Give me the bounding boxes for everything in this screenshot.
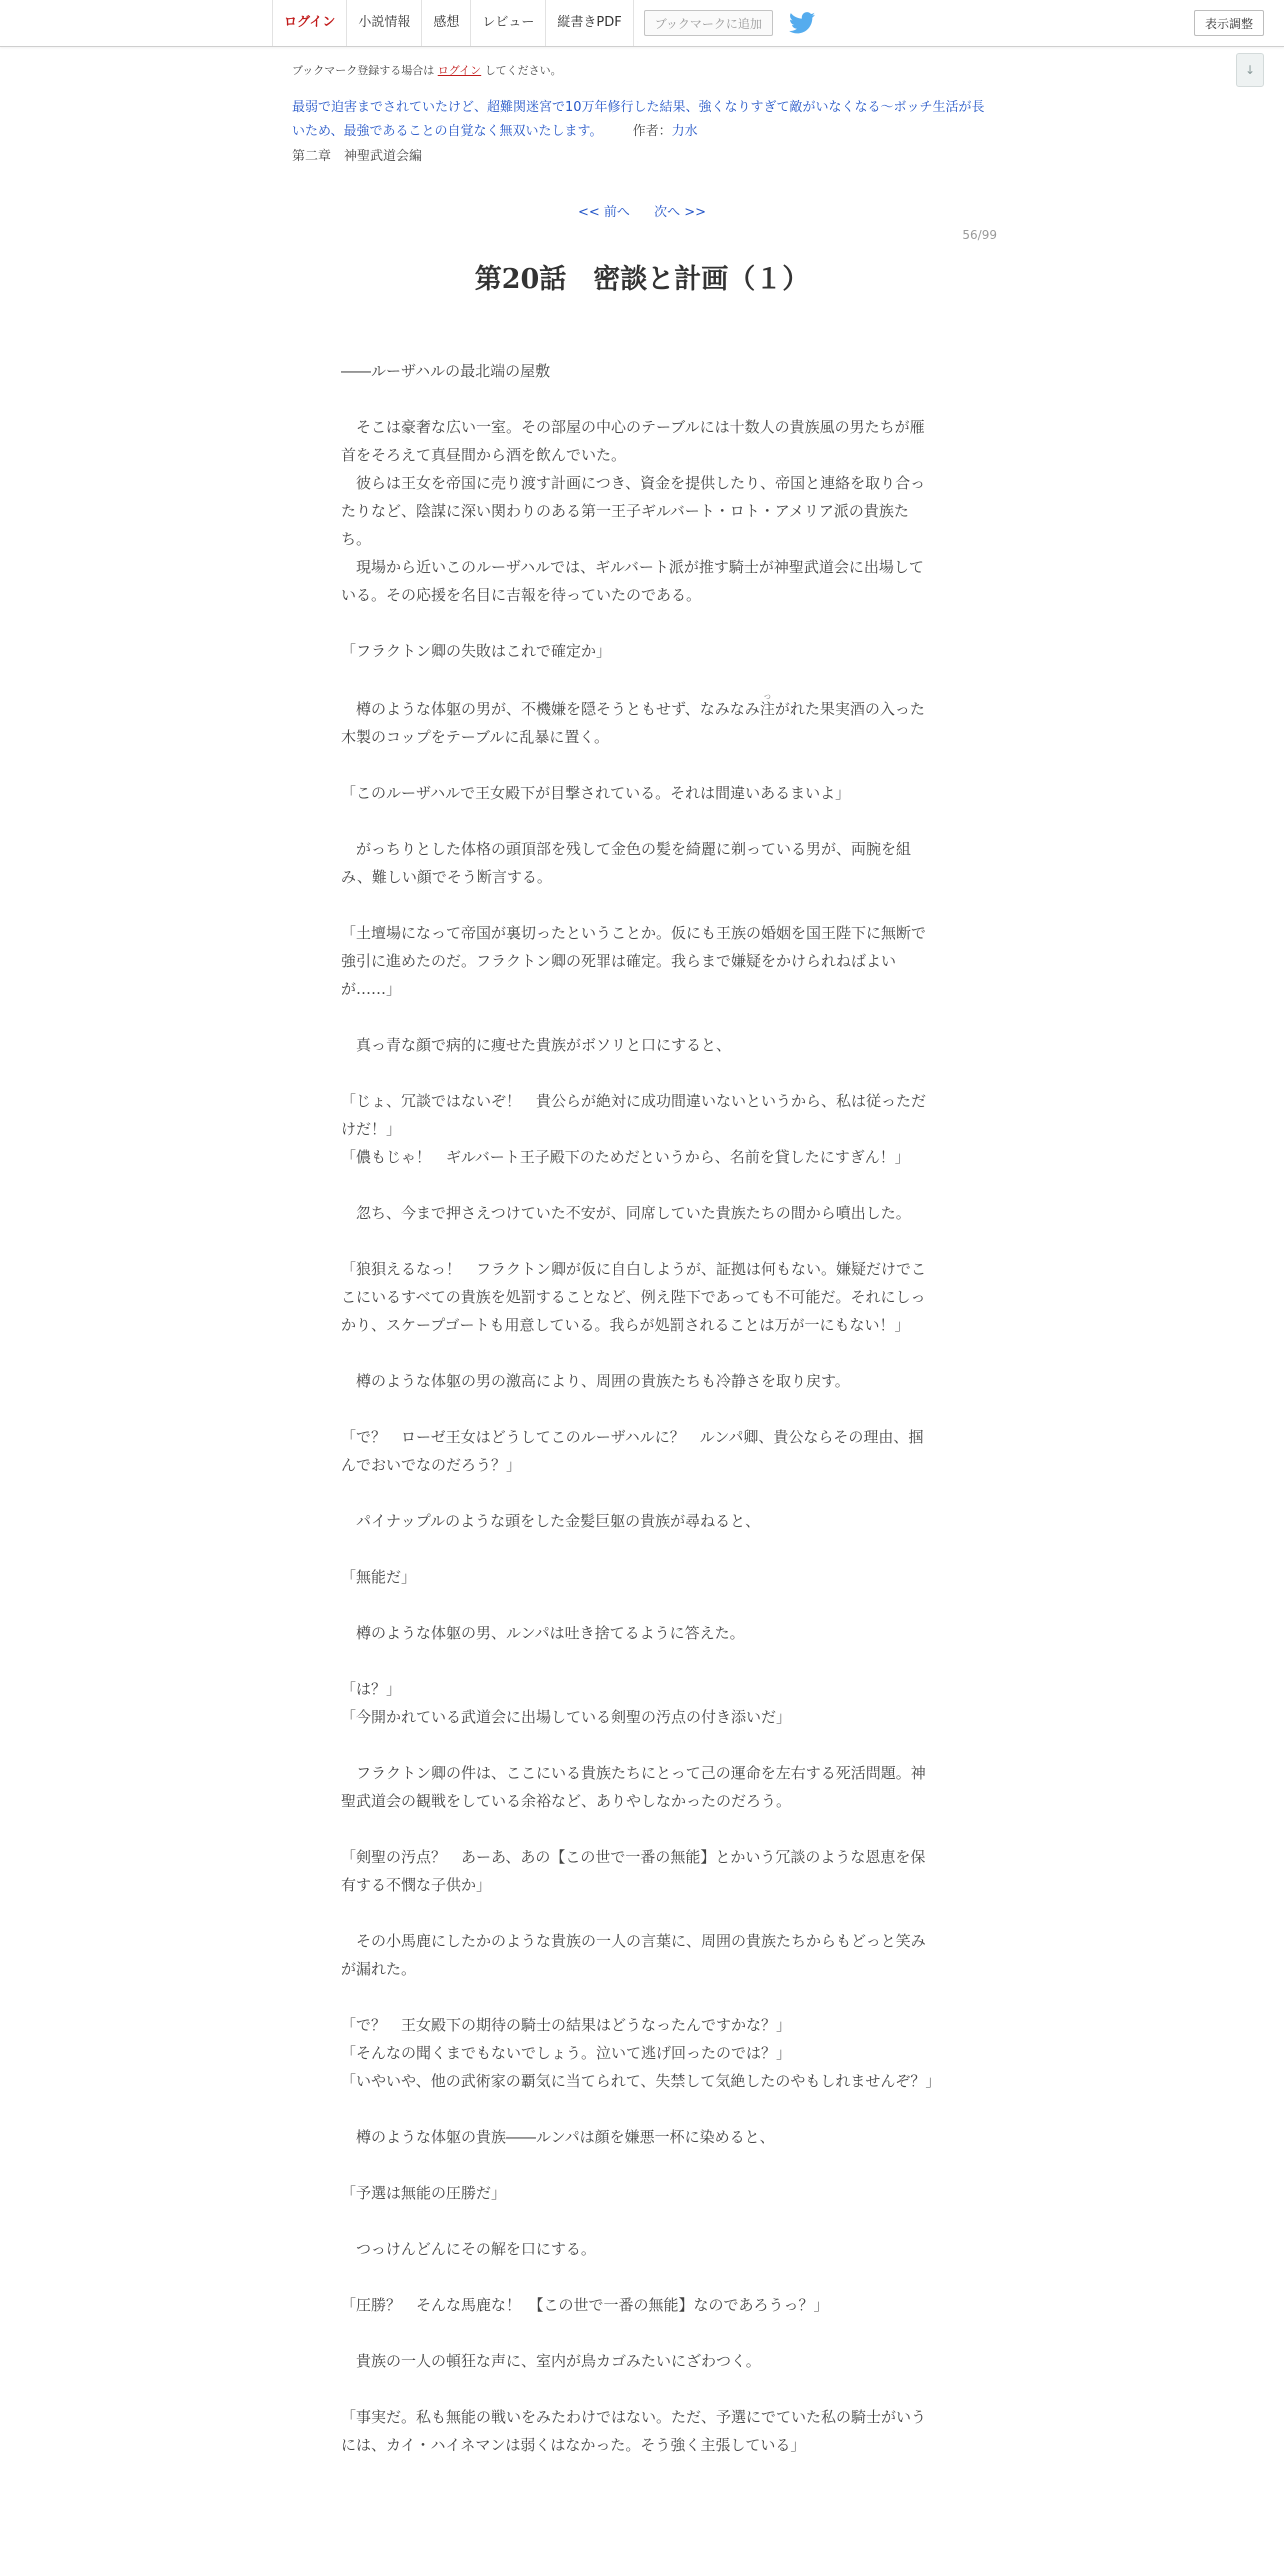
body-paragraph: パイナップルのような頭をした金髪巨躯の貴族が尋ねると、 <box>341 1512 761 1530</box>
novel-title-block <box>292 96 992 144</box>
body-paragraph: そこは豪奢な広い一室。その部屋の中心のテーブルには十数人の貴族風の男たちが雁首をそろえて真昼間から酒を飲んでいた。 <box>341 418 925 464</box>
nav-impressions-link[interactable]: 感想 <box>422 0 471 46</box>
blank-line <box>341 1479 937 1507</box>
body-paragraph: 「このルーザハルで王女殿下が目撃されている。それは間違いあるまいよ」 <box>341 784 851 802</box>
body-paragraph: 樽のような体躯の男が、不機嫌を隠そうともせず、なみなみ注つがれた果実酒の入った木製のコップをテーブルに乱暴に置く。 <box>341 693 925 746</box>
body-paragraph: 「狼狽えるなっ！ フラクトン卿が仮に自白しようが、証拠は何もない。嫌疑だけでここにいるすべての貴族を処罰することなど、例え陛下であっても不可能だ。それにしっかり、スケープゴートも用意している。我らが処罰されることは万が一にもない！」 <box>341 1260 927 1334</box>
top-navigation-bar <box>0 0 1284 47</box>
body-paragraph: 樽のような体躯の男の激高により、周囲の貴族たちも冷静さを取り戻す。 <box>341 1372 850 1390</box>
chapter-title: 第二章 神聖武道会編 <box>292 149 423 164</box>
body-paragraph: 「今開かれている武道会に出場している剣聖の汚点の付き添いだ」 <box>341 1708 792 1726</box>
body-paragraph: その小馬鹿にしたかのような貴族の一人の言葉に、周囲の貴族たちからもどっと笑みが漏れた。 <box>341 1932 926 1978</box>
pager <box>0 201 1284 220</box>
blank-line <box>341 807 937 835</box>
blank-line <box>341 1395 937 1423</box>
blank-line <box>341 665 937 693</box>
episode-title: 第20話 密談と計画（１） <box>474 264 810 295</box>
blank-line <box>341 1815 937 1843</box>
nav-links <box>272 0 815 46</box>
body-paragraph: 「で？ ローゼ王女はどうしてこのルーザハルに？ ルンパ卿、貴公ならその理由、掴んでおいでなのだろう？」 <box>341 1428 924 1474</box>
nav-review-link[interactable]: レビュー <box>471 0 546 46</box>
author-label: 作者： <box>632 124 672 139</box>
body-paragraph: 「土壇場になって帝国が裏切ったということか。仮にも王族の婚姻を国王陛下に無断で強引に進めたのだ。フラクトン卿の死罪は確定。我らまで嫌疑をかけられねばよいが……」 <box>341 924 927 998</box>
blank-line <box>341 1591 937 1619</box>
body-paragraph: 「じょ、冗談ではないぞ！ 貴公らが絶対に成功間違いないというから、私は従っただけだ！」 <box>341 1092 927 1138</box>
blank-line <box>341 2151 937 2179</box>
body-paragraph: 「事実だ。私も無能の戦いをみたわけではない。ただ、予選にでていた私の騎士がいうには、カイ・ハイネマンは弱くはなかった。そう強く主張している」 <box>341 2408 927 2454</box>
blank-line <box>341 891 937 919</box>
blank-line <box>341 1171 937 1199</box>
blank-line <box>341 2319 937 2347</box>
display-settings-button[interactable]: 表示調整 <box>1194 10 1264 36</box>
blank-line <box>341 2095 937 2123</box>
body-paragraph: フラクトン卿の件は、ここにいる貴族たちにとって己の運命を左右する死活問題。神聖武道会の観戦をしている余裕など、ありやしなかったのだろう。 <box>341 1764 926 1810</box>
next-page-link[interactable]: 次へ >> <box>654 205 706 220</box>
novel-title-link[interactable]: 最弱で迫害までされていたけど、超難関迷宮で10万年修行した結果、強くなりすぎて敵がいなくなる～ボッチ生活が長いため、最強であることの自覚なく無双いたします。 <box>292 100 985 139</box>
novel-body <box>341 357 941 2459</box>
body-paragraph: 彼らは王女を帝国に売り渡す計画につき、資金を提供したり、帝国と連絡を取り合ったりなど、陰謀に深い関わりのある第一王子ギルバート・ロト・アメリア派の貴族たち。 <box>341 474 926 548</box>
body-paragraph: 忽ち、今まで押さえつけていた不安が、同席していた貴族たちの間から噴出した。 <box>341 1204 911 1222</box>
ruby-annotation: 注つ <box>759 693 775 718</box>
twitter-bird-icon <box>789 12 815 34</box>
body-paragraph: 真っ青な顔で病的に痩せた貴族がボソリと口にすると、 <box>341 1036 732 1054</box>
blank-line <box>341 2207 937 2235</box>
blank-line <box>341 1339 937 1367</box>
body-paragraph: 「儂もじゃ！ ギルバート王子殿下のためだというから、名前を貸したにすぎん！」 <box>341 1148 910 1166</box>
blank-line <box>341 1647 937 1675</box>
body-paragraph: 「圧勝？ そんな馬鹿な！ 【この世で一番の無能】なのであろうっ？」 <box>341 2296 829 2314</box>
page-counter: 56/99 <box>962 228 997 242</box>
blank-line <box>341 2263 937 2291</box>
body-paragraph: つっけんどんにその解を口にする。 <box>341 2240 596 2258</box>
body-paragraph: 貴族の一人の頓狂な声に、室内が鳥カゴみたいにざわつく。 <box>341 2352 761 2370</box>
body-paragraph: 樽のような体躯の貴族――ルンパは顔を嫌悪一杯に染めると、 <box>341 2128 775 2146</box>
bookmark-notice-after: してください。 <box>484 64 562 77</box>
body-paragraph: 「剣聖の汚点？ あーあ、あの【この世で一番の無能】とかいう冗談のような恩恵を保有する不憫な子供か」 <box>341 1848 926 1894</box>
bookmark-notice-before: ブックマーク登録する場合は <box>292 64 435 77</box>
body-paragraph: 「は？」 <box>341 1680 402 1698</box>
blank-line <box>341 1983 937 2011</box>
blank-line <box>341 1899 937 1927</box>
body-paragraph: ――ルーザハルの最北端の屋敷 <box>341 362 551 380</box>
body-paragraph: 「予選は無能の圧勝だ」 <box>341 2184 507 2202</box>
bookmark-notice <box>292 62 562 78</box>
body-paragraph: 現場から近いこのルーザハルでは、ギルバート派が推す騎士が神聖武道会に出場している。その応援を名目に吉報を待っていたのである。 <box>341 558 924 604</box>
blank-line <box>341 609 937 637</box>
blank-line <box>341 1227 937 1255</box>
body-paragraph: 「いやいや、他の武術家の覇気に当てられて、失禁して気絶したのやもしれませんぞ？」 <box>341 2072 941 2090</box>
bookmark-add-button[interactable]: ブックマークに追加 <box>644 10 773 36</box>
body-paragraph: 「無能だ」 <box>341 1568 417 1586</box>
blank-line <box>341 2375 937 2403</box>
blank-line <box>341 385 937 413</box>
blank-line <box>341 1003 937 1031</box>
twitter-share-link[interactable] <box>789 12 815 34</box>
nav-vertical-pdf-link[interactable]: 縦書きPDF <box>546 0 633 46</box>
nav-login-link[interactable]: ログイン <box>273 0 347 46</box>
blank-line <box>341 1535 937 1563</box>
blank-line <box>341 1731 937 1759</box>
author-name-link[interactable]: 力水 <box>671 124 698 139</box>
body-paragraph: 樽のような体躯の男、ルンパは吐き捨てるように答えた。 <box>341 1624 745 1642</box>
body-paragraph: 「で？ 王女殿下の期待の騎士の結果はどうなったんですかな？」 <box>341 2016 792 2034</box>
prev-page-link[interactable]: << 前へ <box>578 205 630 220</box>
body-paragraph: がっちりとした体格の頭頂部を残して金色の髪を綺麗に剃っている男が、両腕を組み、難しい顔でそう断言する。 <box>341 840 912 886</box>
body-paragraph: 「フラクトン卿の失敗はこれで確定か」 <box>341 642 612 660</box>
nav-novel-info-link[interactable]: 小説情報 <box>347 0 422 46</box>
blank-line <box>341 751 937 779</box>
blank-line <box>341 1059 937 1087</box>
scroll-down-arrow-icon[interactable]: ↓ <box>1236 53 1264 87</box>
body-paragraph: 「そんなの聞くまでもないでしょう。泣いて逃げ回ったのでは？」 <box>341 2044 792 2062</box>
bookmark-notice-login-link[interactable]: ログイン <box>437 64 482 77</box>
